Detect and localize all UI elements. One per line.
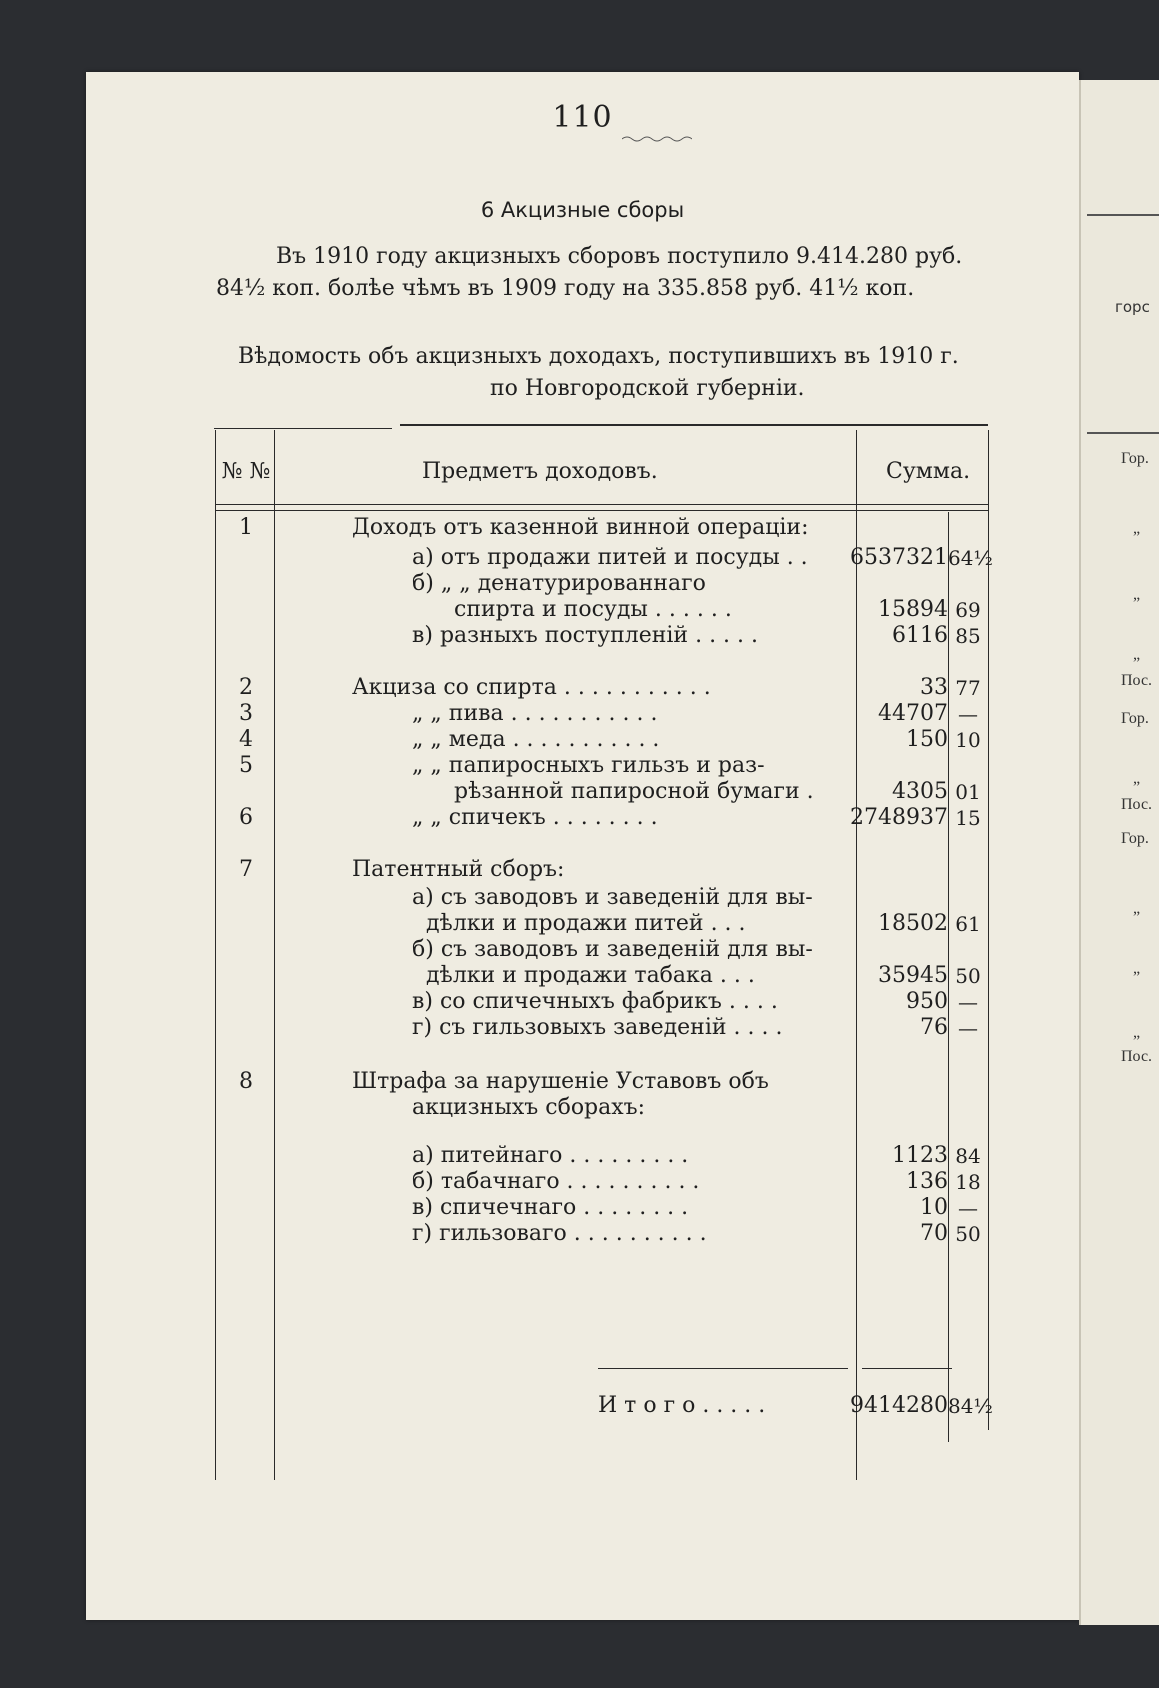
adjacent-page-label: „: [1133, 520, 1141, 537]
header-rule-1: [216, 504, 988, 505]
sum-col-divider: [856, 430, 857, 1480]
row-kopecks: 15: [955, 806, 981, 830]
row-description: а) питейнаго . . . . . . . . .: [412, 1143, 689, 1168]
table-top-rule-left: [214, 428, 392, 429]
row-description: г) гильзоваго . . . . . . . . . .: [412, 1221, 707, 1246]
page-number-ornament: [622, 134, 692, 142]
row-kopecks: 77: [955, 676, 981, 700]
row-number: 2: [239, 675, 253, 700]
total-rule-left: [598, 1368, 848, 1369]
row-kopecks: —: [958, 702, 978, 726]
row-description: а) отъ продажи питей и посуды . .: [412, 545, 808, 570]
row-description: в) со спичечныхъ фабрикъ . . . .: [412, 989, 778, 1014]
table-top-rule: [400, 424, 988, 426]
row-rubles: 136: [906, 1169, 948, 1194]
adjacent-page-label: „: [1133, 960, 1141, 977]
row-kopecks: 85: [955, 624, 981, 648]
row-number: 3: [239, 701, 253, 726]
num-col-divider: [274, 430, 275, 1480]
row-number: 1: [239, 515, 253, 540]
adjacent-page-edge: [1079, 80, 1159, 1625]
total-rule-right: [862, 1368, 952, 1369]
row-description: „ „ пива . . . . . . . . . . .: [412, 701, 658, 726]
row-description: Доходъ отъ казенной винной операціи:: [352, 515, 809, 540]
adjacent-page-rule: [1087, 214, 1159, 216]
table-title-line-1: Вѣдомость объ акцизныхъ доходахъ, поступившихъ въ 1910 г.: [238, 344, 959, 369]
row-rubles: 18502: [878, 911, 948, 936]
row-description: Штрафа за нарушеніе Уставовъ объ: [352, 1069, 769, 1094]
row-description: акцизныхъ сборахъ:: [412, 1095, 646, 1120]
adjacent-page-label: Гор.: [1121, 830, 1149, 847]
section-heading: 6 Акцизные сборы: [480, 198, 685, 222]
adjacent-page-label: „: [1133, 1024, 1141, 1041]
adjacent-page-label: „: [1133, 586, 1141, 603]
row-kopecks: 69: [955, 598, 981, 622]
table-title-line-2: по Новгородской губерніи.: [490, 376, 805, 401]
row-rubles: 35945: [878, 963, 948, 988]
row-description: б) „ „ денатурированнаго: [412, 571, 706, 596]
row-rubles: 15894: [878, 597, 948, 622]
row-description: б) табачнаго . . . . . . . . . .: [412, 1169, 700, 1194]
row-kopecks: 64½: [948, 546, 993, 570]
row-rubles: 6116: [892, 623, 948, 648]
row-rubles: 44707: [878, 701, 948, 726]
row-description: в) разныхъ поступленій . . . . .: [412, 623, 759, 648]
intro-line-1: Въ 1910 году акцизныхъ сборовъ поступило 9.414.280 руб.: [276, 244, 963, 269]
row-description: „ „ спичекъ . . . . . . . .: [412, 805, 658, 830]
adjacent-page-label: Пос.: [1121, 672, 1153, 689]
row-rubles: 4305: [892, 779, 948, 804]
adjacent-page-label: „: [1133, 646, 1141, 663]
row-rubles: 10: [920, 1195, 948, 1220]
row-description: в) спичечнаго . . . . . . . .: [412, 1195, 689, 1220]
adjacent-page-header: горс: [1115, 298, 1150, 316]
row-description: Акциза со спирта . . . . . . . . . . .: [352, 675, 711, 700]
row-rubles: 2748937: [850, 805, 948, 830]
row-kopecks: 18: [955, 1170, 981, 1194]
row-kopecks: 50: [955, 964, 981, 988]
row-description: г) съ гильзовыхъ заведеній . . . .: [412, 1015, 783, 1040]
row-description: рѣзанной папиросной бумаги .: [454, 779, 814, 804]
row-rubles: 150: [906, 727, 948, 752]
adjacent-page-label: Гор.: [1121, 450, 1149, 467]
row-kopecks: 10: [955, 728, 981, 752]
row-description: дѣлки и продажи питей . . .: [426, 911, 746, 936]
row-kopecks: 61: [955, 912, 981, 936]
row-number: 8: [239, 1069, 253, 1094]
intro-line-2: 84½ коп. болѣе чѣмъ въ 1909 году на 335.858 руб. 41½ коп.: [216, 276, 915, 301]
total-rubles: 9414280: [850, 1393, 948, 1418]
total-kopecks: 84½: [948, 1394, 993, 1418]
adjacent-page-rule-2: [1087, 432, 1159, 434]
adjacent-page-label: Гор.: [1121, 710, 1149, 727]
row-kopecks: —: [958, 1196, 978, 1220]
col-header-sum: Сумма.: [886, 459, 971, 484]
row-rubles: 6537321: [850, 545, 948, 570]
header-rule-2: [216, 510, 988, 511]
row-rubles: 33: [920, 675, 948, 700]
total-label: И т о г о . . . . .: [598, 1393, 766, 1418]
row-kopecks: 01: [955, 780, 981, 804]
row-description: спирта и посуды . . . . . .: [454, 597, 732, 622]
row-number: 6: [239, 805, 253, 830]
adjacent-page-label: „: [1133, 900, 1141, 917]
adjacent-page-label: Пос.: [1121, 1048, 1153, 1065]
table-left-border: [215, 430, 216, 1480]
row-rubles: 950: [906, 989, 948, 1014]
book-page: [86, 72, 1079, 1620]
row-description: б) съ заводовъ и заведеній для вы-: [412, 937, 813, 962]
col-header-subject: Предметъ доходовъ.: [422, 459, 658, 484]
adjacent-page-label: Пос.: [1121, 796, 1153, 813]
row-description: „ „ папиросныхъ гильзъ и раз-: [412, 753, 765, 778]
page-number: 110: [552, 100, 613, 135]
col-header-number: № №: [221, 459, 271, 484]
adjacent-page-label: „: [1133, 770, 1141, 787]
row-rubles: 70: [920, 1221, 948, 1246]
row-kopecks: 50: [955, 1222, 981, 1246]
row-number: 7: [239, 857, 253, 882]
row-number: 5: [239, 753, 253, 778]
row-description: Патентный сборъ:: [352, 857, 565, 882]
row-description: а) съ заводовъ и заведеній для вы-: [412, 885, 813, 910]
row-rubles: 76: [920, 1015, 948, 1040]
row-kopecks: 84: [955, 1144, 981, 1168]
row-rubles: 1123: [892, 1143, 948, 1168]
row-kopecks: —: [958, 1016, 978, 1040]
row-number: 4: [239, 727, 253, 752]
row-kopecks: —: [958, 990, 978, 1014]
table-right-border: [988, 430, 989, 1430]
row-description: дѣлки и продажи табака . . .: [426, 963, 755, 988]
row-description: „ „ меда . . . . . . . . . . .: [412, 727, 660, 752]
